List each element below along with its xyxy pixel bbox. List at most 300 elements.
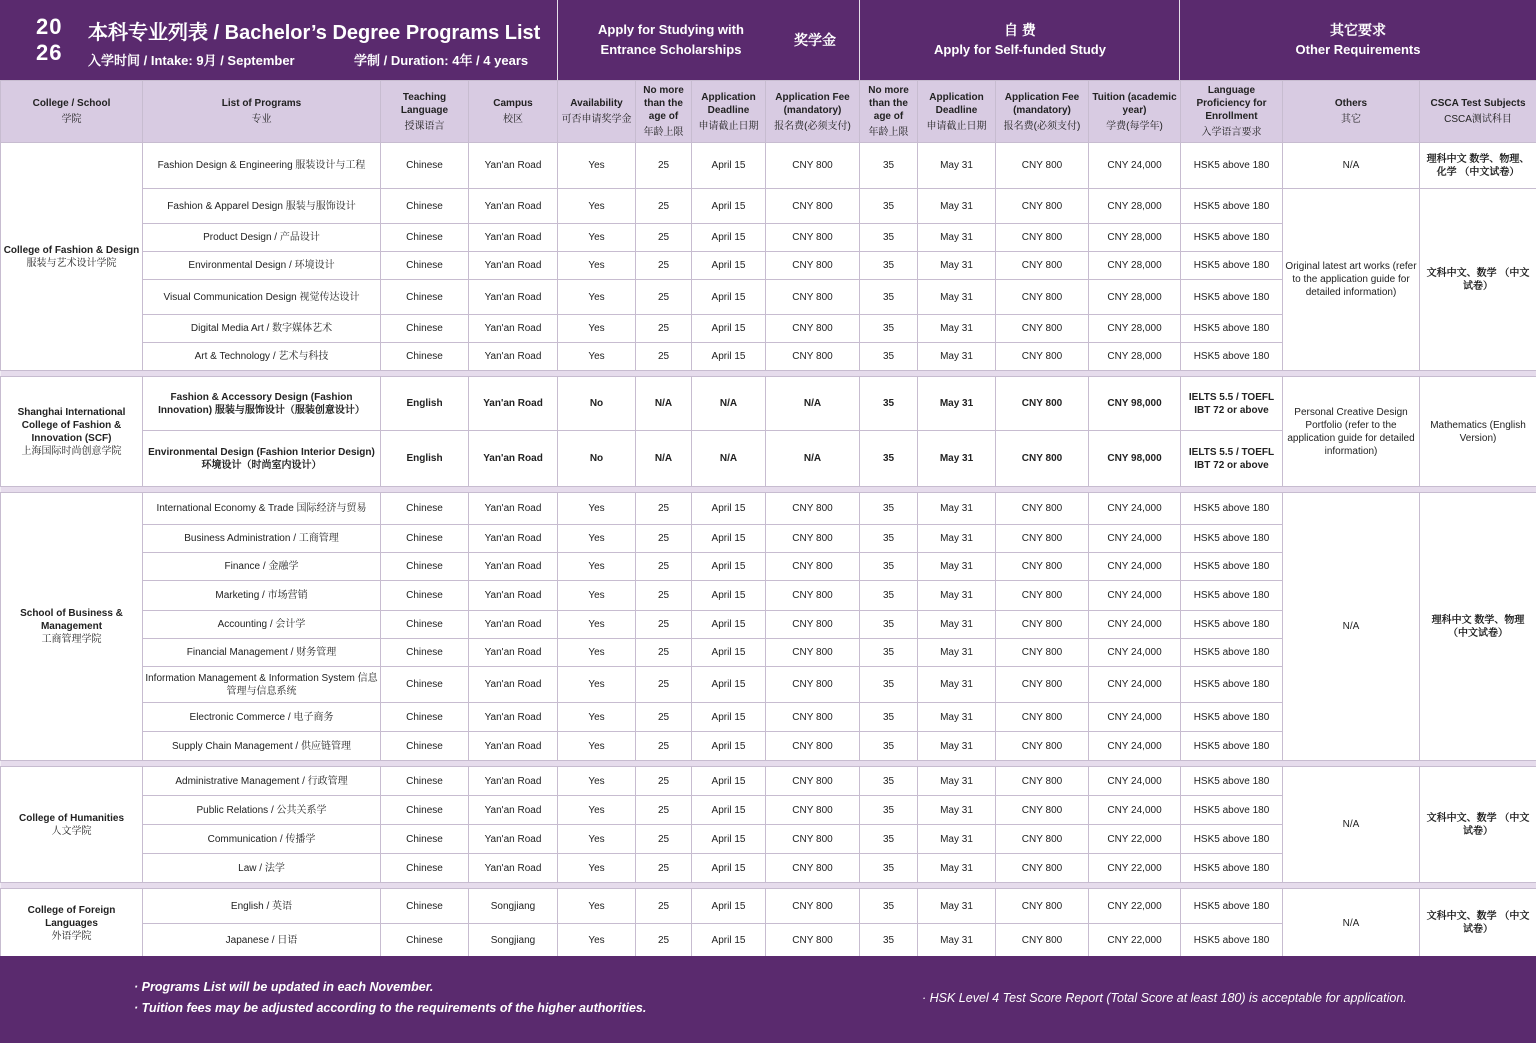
cell-langreq: HSK5 above 180 <box>1181 315 1283 343</box>
program-name: English / 英语 <box>143 889 381 924</box>
cell-langreq: HSK5 above 180 <box>1181 639 1283 667</box>
cell-fee1: CNY 800 <box>766 280 860 315</box>
cell-age2: 35 <box>860 493 918 525</box>
cell-fee1: CNY 800 <box>766 796 860 825</box>
cell-fee1: N/A <box>766 431 860 487</box>
cell-deadline1: April 15 <box>692 889 766 924</box>
cell-age2: 35 <box>860 252 918 280</box>
program-name: Finance / 金融学 <box>143 553 381 581</box>
cell-campus: Songjiang <box>469 924 558 958</box>
others-requirement: N/A <box>1283 767 1420 883</box>
cell-langreq: HSK5 above 180 <box>1181 581 1283 611</box>
cell-campus: Yan'an Road <box>469 796 558 825</box>
table-row <box>1 493 1536 525</box>
cell-fee1: CNY 800 <box>766 224 860 252</box>
others-requirement: N/A <box>1283 493 1420 761</box>
cell-langreq: HSK5 above 180 <box>1181 143 1283 189</box>
cell-fee1: CNY 800 <box>766 525 860 553</box>
cell-tuition: CNY 24,000 <box>1089 143 1181 189</box>
cell-fee2: CNY 800 <box>996 252 1089 280</box>
footer-note-update: · Programs List will be updated in each November. <box>134 980 434 994</box>
cell-tuition: CNY 24,000 <box>1089 767 1181 796</box>
cell-deadline2: May 31 <box>918 143 996 189</box>
cell-tuition: CNY 24,000 <box>1089 667 1181 703</box>
col-age-scholarship: No more than the age of 年龄上限 <box>636 81 692 143</box>
cell-age2: 35 <box>860 189 918 224</box>
cell-fee2: CNY 800 <box>996 667 1089 703</box>
cell-age1: 25 <box>636 315 692 343</box>
cell-tuition: CNY 24,000 <box>1089 703 1181 732</box>
cell-language: Chinese <box>381 924 469 958</box>
cell-fee1: CNY 800 <box>766 703 860 732</box>
cell-fee2: CNY 800 <box>996 611 1089 639</box>
cell-age2: 35 <box>860 581 918 611</box>
programs-table <box>0 80 1536 958</box>
cell-deadline1: April 15 <box>692 581 766 611</box>
cell-availability: Yes <box>558 493 636 525</box>
cell-language: Chinese <box>381 252 469 280</box>
page-title: 本科专业列表 / Bachelor’s Degree Programs List <box>88 22 541 44</box>
cell-age2: 35 <box>860 611 918 639</box>
cell-age1: 25 <box>636 493 692 525</box>
cell-age1: 25 <box>636 889 692 924</box>
college-name: College of Fashion & Design 服装与艺术设计学院 <box>1 143 143 371</box>
cell-fee1: CNY 800 <box>766 493 860 525</box>
cell-fee1: CNY 800 <box>766 343 860 371</box>
cell-availability: Yes <box>558 667 636 703</box>
cell-langreq: HSK5 above 180 <box>1181 796 1283 825</box>
cell-tuition: CNY 22,000 <box>1089 924 1181 958</box>
cell-fee2: CNY 800 <box>996 767 1089 796</box>
col-language-requirement: Language Proficiency for Enrollment 入学语言要求 <box>1181 81 1283 143</box>
others-requirement: Personal Creative Design Portfolio (refer to the application guide for detailed information) <box>1283 377 1420 487</box>
cell-language: Chinese <box>381 315 469 343</box>
cell-deadline1: April 15 <box>692 143 766 189</box>
program-name: Administrative Management / 行政管理 <box>143 767 381 796</box>
cell-age1: 25 <box>636 343 692 371</box>
cell-fee2: CNY 800 <box>996 553 1089 581</box>
cell-campus: Yan'an Road <box>469 431 558 487</box>
program-name: Environmental Design / 环境设计 <box>143 252 381 280</box>
cell-campus: Yan'an Road <box>469 377 558 431</box>
cell-age1: 25 <box>636 252 692 280</box>
cell-langreq: HSK5 above 180 <box>1181 252 1283 280</box>
cell-deadline1: April 15 <box>692 493 766 525</box>
cell-campus: Yan'an Road <box>469 224 558 252</box>
cell-language: Chinese <box>381 667 469 703</box>
col-age-selffunded: No more than the age of 年龄上限 <box>860 81 918 143</box>
cell-fee1: CNY 800 <box>766 854 860 883</box>
cell-tuition: CNY 22,000 <box>1089 825 1181 854</box>
cell-availability: Yes <box>558 825 636 854</box>
program-name: Art & Technology / 艺术与科技 <box>143 343 381 371</box>
cell-age2: 35 <box>860 525 918 553</box>
csca-subjects: 理科中文 数学、物理、化学 （中文试卷） <box>1420 143 1536 189</box>
table-row <box>1 889 1536 924</box>
cell-deadline1: April 15 <box>692 703 766 732</box>
col-fee-selffunded: Application Fee (mandatory) 报名费(必须支付) <box>996 81 1089 143</box>
college-name: Shanghai International College of Fashion & Innovation (SCF) 上海国际时尚创意学院 <box>1 377 143 487</box>
cell-fee2: CNY 800 <box>996 854 1089 883</box>
cell-fee1: CNY 800 <box>766 889 860 924</box>
others-requirement: N/A <box>1283 889 1420 958</box>
cell-language: Chinese <box>381 703 469 732</box>
program-name: Japanese / 日语 <box>143 924 381 958</box>
college-name: School of Business & Management 工商管理学院 <box>1 493 143 761</box>
cell-tuition: CNY 28,000 <box>1089 189 1181 224</box>
cell-deadline2: May 31 <box>918 703 996 732</box>
cell-deadline2: May 31 <box>918 889 996 924</box>
cell-tuition: CNY 28,000 <box>1089 252 1181 280</box>
cell-langreq: IELTS 5.5 / TOEFL IBT 72 or above <box>1181 377 1283 431</box>
cell-language: Chinese <box>381 493 469 525</box>
col-tuition: Tuition (academic year) 学费(每学年) <box>1089 81 1181 143</box>
cell-fee1: CNY 800 <box>766 581 860 611</box>
cell-language: Chinese <box>381 189 469 224</box>
cell-deadline2: May 31 <box>918 854 996 883</box>
cell-availability: Yes <box>558 767 636 796</box>
csca-subjects: 文科中文、数学 （中文试卷） <box>1420 189 1536 371</box>
cell-fee2: CNY 800 <box>996 343 1089 371</box>
cell-deadline1: April 15 <box>692 732 766 761</box>
cell-langreq: HSK5 above 180 <box>1181 924 1283 958</box>
cell-availability: Yes <box>558 796 636 825</box>
cell-deadline1: April 15 <box>692 280 766 315</box>
table-row <box>1 189 1536 224</box>
cell-campus: Yan'an Road <box>469 703 558 732</box>
college-name: College of Foreign Languages 外语学院 <box>1 889 143 958</box>
cell-campus: Yan'an Road <box>469 189 558 224</box>
cell-availability: Yes <box>558 703 636 732</box>
cell-langreq: HSK5 above 180 <box>1181 343 1283 371</box>
csca-subjects: 文科中文、数学 （中文试卷） <box>1420 889 1536 958</box>
program-name: Public Relations / 公共关系学 <box>143 796 381 825</box>
cell-age1: 25 <box>636 525 692 553</box>
cell-age1: 25 <box>636 553 692 581</box>
cell-deadline1: April 15 <box>692 553 766 581</box>
cell-campus: Yan'an Road <box>469 343 558 371</box>
cell-deadline1: April 15 <box>692 525 766 553</box>
cell-tuition: CNY 22,000 <box>1089 889 1181 924</box>
cell-age2: 35 <box>860 732 918 761</box>
program-name: Visual Communication Design 视觉传达设计 <box>143 280 381 315</box>
cell-deadline2: May 31 <box>918 525 996 553</box>
cell-tuition: CNY 24,000 <box>1089 493 1181 525</box>
cell-availability: No <box>558 431 636 487</box>
cell-fee1: CNY 800 <box>766 315 860 343</box>
cell-age2: 35 <box>860 854 918 883</box>
cell-language: English <box>381 377 469 431</box>
cell-fee2: CNY 800 <box>996 889 1089 924</box>
cell-age1: 25 <box>636 280 692 315</box>
cell-language: Chinese <box>381 639 469 667</box>
cell-age2: 35 <box>860 796 918 825</box>
college-name: College of Humanities 人文学院 <box>1 767 143 883</box>
cell-fee1: CNY 800 <box>766 924 860 958</box>
cell-language: Chinese <box>381 732 469 761</box>
program-name: Product Design / 产品设计 <box>143 224 381 252</box>
cell-availability: Yes <box>558 252 636 280</box>
cell-availability: Yes <box>558 143 636 189</box>
col-others: Others 其它 <box>1283 81 1420 143</box>
cell-campus: Yan'an Road <box>469 143 558 189</box>
cell-deadline1: April 15 <box>692 667 766 703</box>
table-row <box>1 143 1536 189</box>
cell-campus: Yan'an Road <box>469 581 558 611</box>
cell-tuition: CNY 24,000 <box>1089 581 1181 611</box>
cell-language: English <box>381 431 469 487</box>
cell-language: Chinese <box>381 611 469 639</box>
scholarship-header-en: Apply for Studying with Entrance Scholarships <box>598 22 744 57</box>
cell-age1: 25 <box>636 639 692 667</box>
cell-fee2: CNY 800 <box>996 143 1089 189</box>
cell-campus: Yan'an Road <box>469 252 558 280</box>
cell-fee2: CNY 800 <box>996 703 1089 732</box>
duration-label: 学制 / Duration: 4年 / 4 years <box>354 53 529 68</box>
cell-fee1: CNY 800 <box>766 553 860 581</box>
cell-fee1: CNY 800 <box>766 732 860 761</box>
cell-fee2: CNY 800 <box>996 315 1089 343</box>
csca-subjects: 文科中文、数学 （中文试卷） <box>1420 767 1536 883</box>
cell-age2: 35 <box>860 143 918 189</box>
cell-campus: Yan'an Road <box>469 525 558 553</box>
program-name: Fashion & Apparel Design 服装与服饰设计 <box>143 189 381 224</box>
cell-fee2: CNY 800 <box>996 732 1089 761</box>
cell-tuition: CNY 28,000 <box>1089 280 1181 315</box>
cell-age1: 25 <box>636 667 692 703</box>
cell-deadline1: N/A <box>692 431 766 487</box>
cell-campus: Yan'an Road <box>469 732 558 761</box>
cell-availability: Yes <box>558 639 636 667</box>
cell-deadline2: May 31 <box>918 581 996 611</box>
cell-language: Chinese <box>381 224 469 252</box>
cell-fee2: CNY 800 <box>996 796 1089 825</box>
cell-deadline1: N/A <box>692 377 766 431</box>
year-badge: 20 26 <box>36 14 63 65</box>
cell-age1: 25 <box>636 703 692 732</box>
cell-tuition: CNY 28,000 <box>1089 343 1181 371</box>
cell-fee1: CNY 800 <box>766 143 860 189</box>
cell-deadline2: May 31 <box>918 732 996 761</box>
cell-availability: Yes <box>558 189 636 224</box>
cell-age2: 35 <box>860 377 918 431</box>
cell-deadline2: May 31 <box>918 315 996 343</box>
program-name: Supply Chain Management / 供应链管理 <box>143 732 381 761</box>
cell-availability: Yes <box>558 343 636 371</box>
cell-availability: Yes <box>558 611 636 639</box>
program-name: Information Management & Information System 信息管理与信息系统 <box>143 667 381 703</box>
cell-fee1: CNY 800 <box>766 611 860 639</box>
cell-availability: Yes <box>558 280 636 315</box>
cell-language: Chinese <box>381 525 469 553</box>
cell-tuition: CNY 22,000 <box>1089 854 1181 883</box>
cell-fee2: CNY 800 <box>996 493 1089 525</box>
program-name: Fashion & Accessory Design (Fashion Innovation) 服装与服饰设计（服装创意设计） <box>143 377 381 431</box>
cell-age2: 35 <box>860 667 918 703</box>
cell-deadline2: May 31 <box>918 431 996 487</box>
cell-fee2: CNY 800 <box>996 825 1089 854</box>
cell-tuition: CNY 24,000 <box>1089 796 1181 825</box>
cell-age2: 35 <box>860 703 918 732</box>
cell-language: Chinese <box>381 581 469 611</box>
cell-availability: Yes <box>558 924 636 958</box>
cell-langreq: HSK5 above 180 <box>1181 767 1283 796</box>
cell-deadline2: May 31 <box>918 553 996 581</box>
program-name: Fashion Design & Engineering 服装设计与工程 <box>143 143 381 189</box>
cell-deadline1: April 15 <box>692 343 766 371</box>
cell-deadline2: May 31 <box>918 924 996 958</box>
column-header-row <box>1 81 1536 143</box>
cell-age2: 35 <box>860 343 918 371</box>
col-fee-scholarship: Application Fee (mandatory) 报名费(必须支付) <box>766 81 860 143</box>
cell-availability: Yes <box>558 854 636 883</box>
cell-deadline1: April 15 <box>692 611 766 639</box>
cell-deadline1: April 15 <box>692 252 766 280</box>
col-deadline-selffunded: Application Deadline 申请截止日期 <box>918 81 996 143</box>
cell-tuition: CNY 98,000 <box>1089 431 1181 487</box>
program-name: Financial Management / 财务管理 <box>143 639 381 667</box>
program-name: Electronic Commerce / 电子商务 <box>143 703 381 732</box>
cell-campus: Yan'an Road <box>469 553 558 581</box>
cell-availability: Yes <box>558 315 636 343</box>
cell-fee2: CNY 800 <box>996 525 1089 553</box>
cell-tuition: CNY 28,000 <box>1089 224 1181 252</box>
cell-language: Chinese <box>381 343 469 371</box>
cell-fee1: CNY 800 <box>766 825 860 854</box>
cell-age1: 25 <box>636 825 692 854</box>
cell-age2: 35 <box>860 767 918 796</box>
cell-tuition: CNY 98,000 <box>1089 377 1181 431</box>
footer-note-hsk: · HSK Level 4 Test Score Report (Total Score at least 180) is acceptable for application. <box>922 991 1407 1005</box>
cell-deadline2: May 31 <box>918 280 996 315</box>
cell-langreq: HSK5 above 180 <box>1181 525 1283 553</box>
cell-campus: Yan'an Road <box>469 315 558 343</box>
program-name: Environmental Design (Fashion Interior Design) 环境设计（时尚室内设计） <box>143 431 381 487</box>
cell-language: Chinese <box>381 767 469 796</box>
cell-age1: 25 <box>636 611 692 639</box>
cell-fee2: CNY 800 <box>996 377 1089 431</box>
intake-label: 入学时间 / Intake: 9月 / September <box>88 53 295 68</box>
cell-age2: 35 <box>860 924 918 958</box>
col-deadline-scholarship: Application Deadline 申请截止日期 <box>692 81 766 143</box>
cell-fee1: CNY 800 <box>766 767 860 796</box>
cell-fee2: CNY 800 <box>996 189 1089 224</box>
cell-campus: Yan'an Road <box>469 767 558 796</box>
others-requirement: Original latest art works (refer to the application guide for detailed information) <box>1283 189 1420 371</box>
cell-age2: 35 <box>860 431 918 487</box>
cell-age1: 25 <box>636 581 692 611</box>
cell-fee2: CNY 800 <box>996 280 1089 315</box>
cell-availability: Yes <box>558 732 636 761</box>
cell-language: Chinese <box>381 553 469 581</box>
cell-langreq: HSK5 above 180 <box>1181 854 1283 883</box>
program-name: Law / 法学 <box>143 854 381 883</box>
cell-fee2: CNY 800 <box>996 431 1089 487</box>
cell-availability: No <box>558 377 636 431</box>
program-name: International Economy & Trade 国际经济与贸易 <box>143 493 381 525</box>
cell-availability: Yes <box>558 525 636 553</box>
cell-fee2: CNY 800 <box>996 581 1089 611</box>
cell-tuition: CNY 24,000 <box>1089 553 1181 581</box>
cell-langreq: HSK5 above 180 <box>1181 611 1283 639</box>
csca-subjects: Mathematics (English Version) <box>1420 377 1536 487</box>
cell-fee1: CNY 800 <box>766 639 860 667</box>
cell-tuition: CNY 24,000 <box>1089 732 1181 761</box>
cell-campus: Songjiang <box>469 889 558 924</box>
cell-deadline2: May 31 <box>918 825 996 854</box>
cell-deadline2: May 31 <box>918 796 996 825</box>
cell-campus: Yan'an Road <box>469 854 558 883</box>
cell-tuition: CNY 24,000 <box>1089 611 1181 639</box>
cell-age2: 35 <box>860 889 918 924</box>
cell-tuition: CNY 24,000 <box>1089 639 1181 667</box>
others-requirement: N/A <box>1283 143 1420 189</box>
cell-deadline1: April 15 <box>692 767 766 796</box>
cell-tuition: CNY 24,000 <box>1089 525 1181 553</box>
cell-availability: Yes <box>558 889 636 924</box>
cell-age1: 25 <box>636 189 692 224</box>
cell-langreq: HSK5 above 180 <box>1181 224 1283 252</box>
cell-campus: Yan'an Road <box>469 493 558 525</box>
cell-age1: 25 <box>636 143 692 189</box>
cell-age1: 25 <box>636 767 692 796</box>
cell-langreq: HSK5 above 180 <box>1181 703 1283 732</box>
cell-langreq: HSK5 above 180 <box>1181 553 1283 581</box>
cell-deadline1: April 15 <box>692 825 766 854</box>
cell-age2: 35 <box>860 315 918 343</box>
program-name: Business Administration / 工商管理 <box>143 525 381 553</box>
cell-deadline2: May 31 <box>918 611 996 639</box>
cell-deadline1: April 15 <box>692 924 766 958</box>
cell-age2: 35 <box>860 280 918 315</box>
table-row <box>1 377 1536 431</box>
cell-availability: Yes <box>558 553 636 581</box>
cell-age2: 35 <box>860 553 918 581</box>
cell-availability: Yes <box>558 224 636 252</box>
col-availability: Availability 可否申请奖学金 <box>558 81 636 143</box>
cell-age1: 25 <box>636 224 692 252</box>
cell-language: Chinese <box>381 825 469 854</box>
selffunded-header: 自 费 Apply for Self-funded Study <box>934 22 1106 57</box>
cell-age1: 25 <box>636 924 692 958</box>
cell-deadline1: April 15 <box>692 189 766 224</box>
cell-langreq: HSK5 above 180 <box>1181 189 1283 224</box>
cell-campus: Yan'an Road <box>469 611 558 639</box>
cell-deadline2: May 31 <box>918 224 996 252</box>
csca-subjects: 理科中文 数学、物理 （中文试卷） <box>1420 493 1536 761</box>
table-row <box>1 767 1536 796</box>
cell-deadline2: May 31 <box>918 639 996 667</box>
scholarship-header-zh: 奖学金 <box>794 32 836 48</box>
cell-deadline1: April 15 <box>692 639 766 667</box>
cell-language: Chinese <box>381 280 469 315</box>
cell-fee1: CNY 800 <box>766 667 860 703</box>
cell-age1: 25 <box>636 796 692 825</box>
cell-deadline2: May 31 <box>918 767 996 796</box>
program-name: Marketing / 市场营销 <box>143 581 381 611</box>
cell-age2: 35 <box>860 825 918 854</box>
cell-campus: Yan'an Road <box>469 667 558 703</box>
cell-language: Chinese <box>381 889 469 924</box>
cell-deadline1: April 15 <box>692 224 766 252</box>
col-college: College / School 学院 <box>1 81 143 143</box>
cell-langreq: HSK5 above 180 <box>1181 889 1283 924</box>
cell-age1: 25 <box>636 854 692 883</box>
cell-deadline2: May 31 <box>918 252 996 280</box>
cell-langreq: HSK5 above 180 <box>1181 667 1283 703</box>
program-name: Accounting / 会计学 <box>143 611 381 639</box>
cell-fee1: CNY 800 <box>766 189 860 224</box>
